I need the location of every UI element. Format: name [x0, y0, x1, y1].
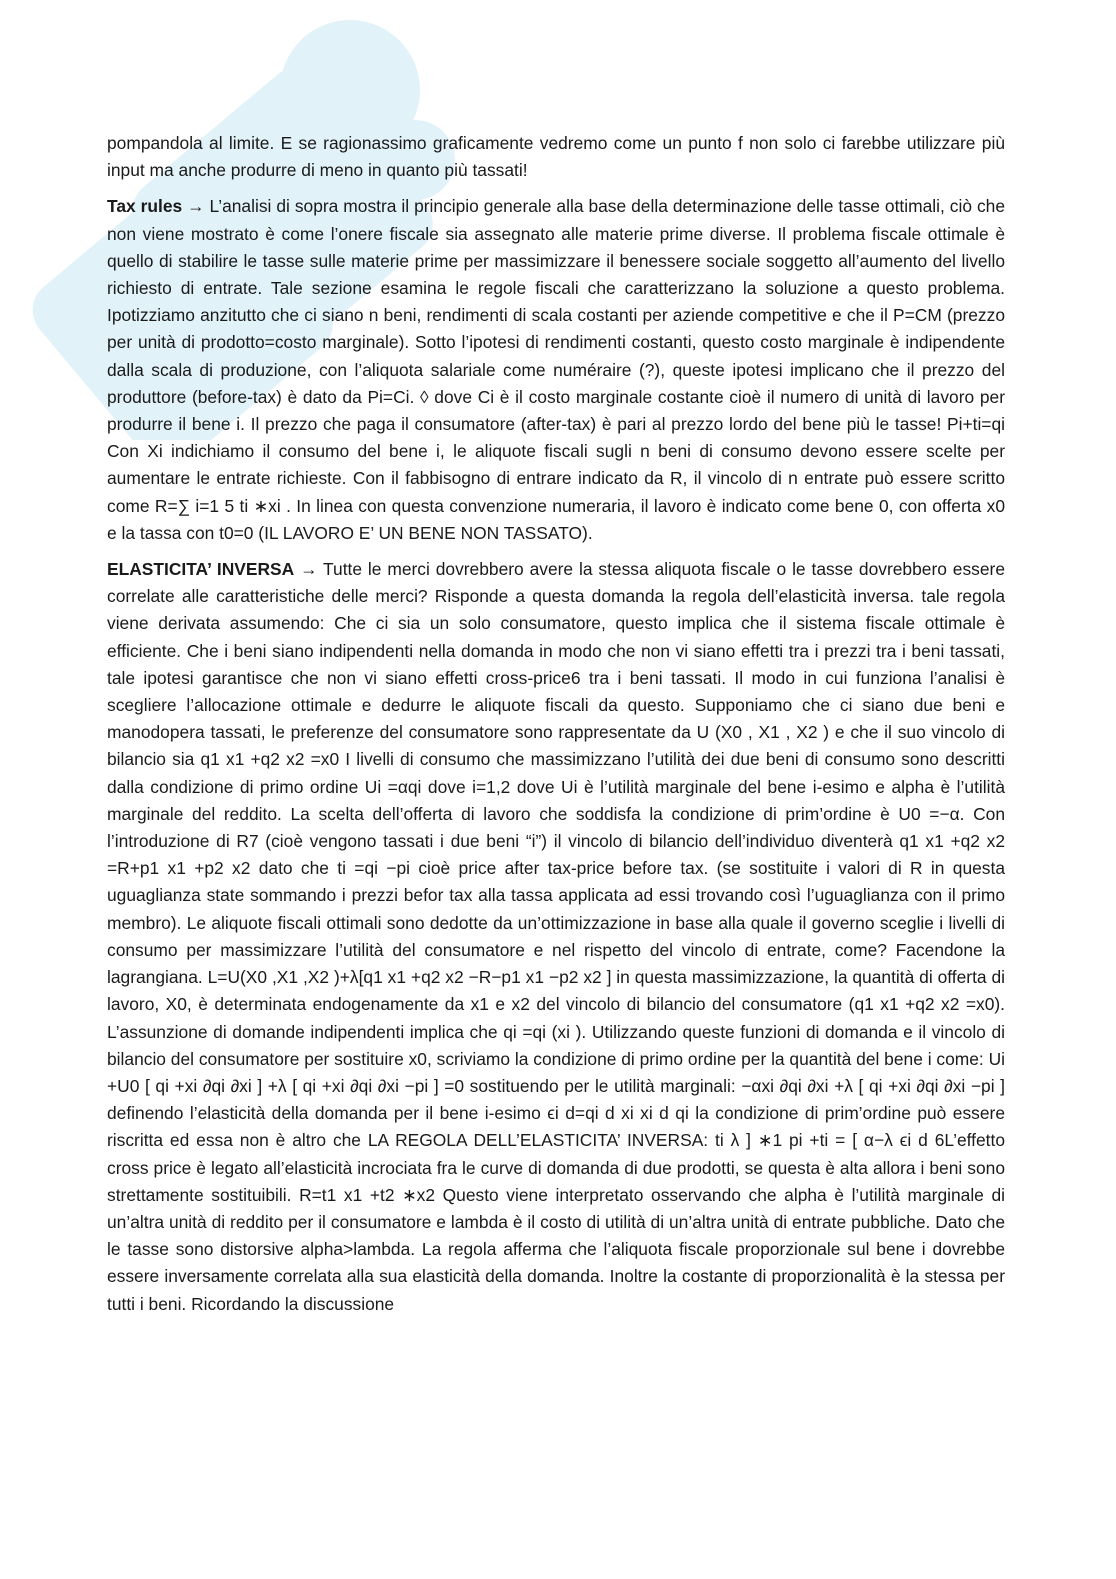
paragraph-text: → L’analisi di sopra mostra il principio generale alla base della determinazione delle tasse ottimali, ciò che non viene mostrato è come l’onere fiscale sia assegnato alle materie prime diverse. Il problema fiscale ottimale è quello di stabilire le tasse sulle materie prime per massimizzare il benessere sociale soggetto all’aumento del livello richiesto di entrate. Tale sezione esamina le regole fiscali che caratterizzano la soluzione a questo problema. Ipotizziamo anzitutto che ci siano n beni, rendimenti di scala costanti per aziende competitive e che il P=CM (prezzo per unità di prodotto=costo marginale). Sotto l’ipotesi di rendimenti costanti, questo costo marginale è indipendente dalla scala di produzione, con l’aliquota salariale come numéraire (?), queste ipotesi implicano che il prezzo del produttore (before-tax) è dato da Pi=Ci. ◊ dove Ci è il costo marginale costante cioè il numero di unità di lavoro per produrre il bene i. Il prezzo che paga il consumatore (after-tax) è pari al prezzo lordo del bene più le tasse! Pi+ti=qi Con Xi indichiamo il consumo del bene i, le aliquote fiscali sugli n beni di consumo devono essere scelte per aumentare le entrate richieste. Con il fabbisogno di entrare indicato da R, il vincolo di n entrate può essere scritto come R=∑ i=1 5 ti ∗xi . In linea con questa convenzione numeraria, il lavoro è indicato come bene 0, con offerta x0 e la tassa con t0=0 (IL LAVORO E’ UN BENE NON TASSATO).	[107, 196, 1005, 543]
paragraph-intro	[107, 130, 1005, 184]
paragraph-elasticita-inversa	[107, 556, 1005, 1318]
section-heading-tax-rules: Tax rules	[107, 196, 183, 217]
paragraph-text: → Tutte le merci dovrebbero avere la stessa aliquota fiscale o le tasse dovrebbero essere correlate alle caratteristiche delle merci? Risponde a questa domanda la regola dell’elasticità inversa. tale regola viene derivata assumendo: Che ci sia un solo consumatore, questo implica che il sistema fiscale ottimale è efficiente. Che i beni siano indipendenti nella domanda in modo che non vi siano effetti tra i prezzi tra i beni tassati, tale ipotesi garantisce che non vi siano effetti cross-price6 tra i beni tassati. Il modo in cui funziona l’analisi è scegliere l’allocazione ottimale e dedurre le aliquote fiscali da questo. Supponiamo che ci siano due beni e manodopera tassati, le preferenze del consumatore sono rappresentate da U (X0 , X1 , X2 ) e che il suo vincolo di bilancio sia q1 x1 +q2 x2 =x0 I livelli di consumo che massimizzano l’utilità dei due beni di consumo sono descritti dalla condizione di primo ordine Ui =αqi dove i=1,2 dove Ui è l’utilità marginale del bene i-esimo e alpha è l’utilità marginale del reddito. La scelta dell’offerta di lavoro che soddisfa la condizione di prim’ordine è U0 =−α. Con l’introduzione di R7 (cioè vengono tassati i due beni “i”) il vincolo di bilancio dell’individuo diventerà q1 x1 +q2 x2 =R+p1 x1 +p2 x2 dato che ti =qi −pi cioè price after tax-price before tax. (se sostituite i valori di R in questa uguaglianza state sommando i prezzi befor tax alla tassa applicata ad essi trovando così l’uguaglianza con il primo membro). Le aliquote fiscali ottimali sono dedotte da un’ottimizzazione in base alla quale il governo sceglie i livelli di consumo per massimizzare l’utilità del consumatore e nel rispetto del vincolo di entrate, come? Facendone la lagrangiana. L=U(X0 ,X1 ,X2 )+λ[q1 x1 +q2 x2 −R−p1 x1 −p2 x2 ] in questa massimizzazione, la quantità di offerta di lavoro, X0, è determinata endogenamente da x1 e x2 del vincolo di bilancio del consumatore (q1 x1 +q2 x2 =x0). L’assunzione di domande indipendenti implica che qi =qi (xi ). Utilizzando queste funzioni di domanda e il vincolo di bilancio del consumatore per sostituire x0, scriviamo la condizione di primo ordine per la quantità del bene i come: Ui +U0 [ qi +xi ∂qi ∂xi ] +λ [ qi +xi ∂qi ∂xi −pi ] =0 sostituendo per le utilità marginali: −αxi ∂qi ∂xi +λ [ qi +xi ∂qi ∂xi −pi ] definendo l’elasticità della domanda per il bene i-esimo ϵi d=qi d xi xi d qi la condizione di prim’ordine può essere riscritta ed essa non è altro che LA REGOLA DELL’ELASTICITA’ INVERSA: ti λ ] ∗1 pi +ti = [ α−λ ϵi d 6L’effetto cross price è legato all’elasticità incrociata fra le curve di domanda di due prodotti, se questa è alta allora i beni sono strettamente sostituibili. R=t1 x1 +t2 ∗x2 Questo viene interpretato osservando che alpha è l’utilità marginale di un’altra unità di reddito per il consumatore e lambda è il costo di utilità di un’altra unità di entrate pubbliche. Dato che le tasse sono distorsive alpha>lambda. La regola afferma che l’aliquota fiscale proporzionale sul bene i dovrebbe essere inversamente correlata alla sua elasticità della domanda. Inoltre la costante di proporzionalità è la stessa per tutti i beni. Ricordando la discussione	[107, 559, 1006, 1314]
paragraph-text: pompandola al limite. E se ragionassimo graficamente vedremo come un punto f non solo ci farebbe utilizzare più input ma anche produrre di meno in quanto più tassati!	[107, 133, 1005, 181]
paragraph-tax-rules	[107, 193, 1005, 547]
section-heading-elasticita-inversa: ELASTICITA’ INVERSA	[107, 559, 295, 580]
document-body	[107, 130, 1005, 1318]
